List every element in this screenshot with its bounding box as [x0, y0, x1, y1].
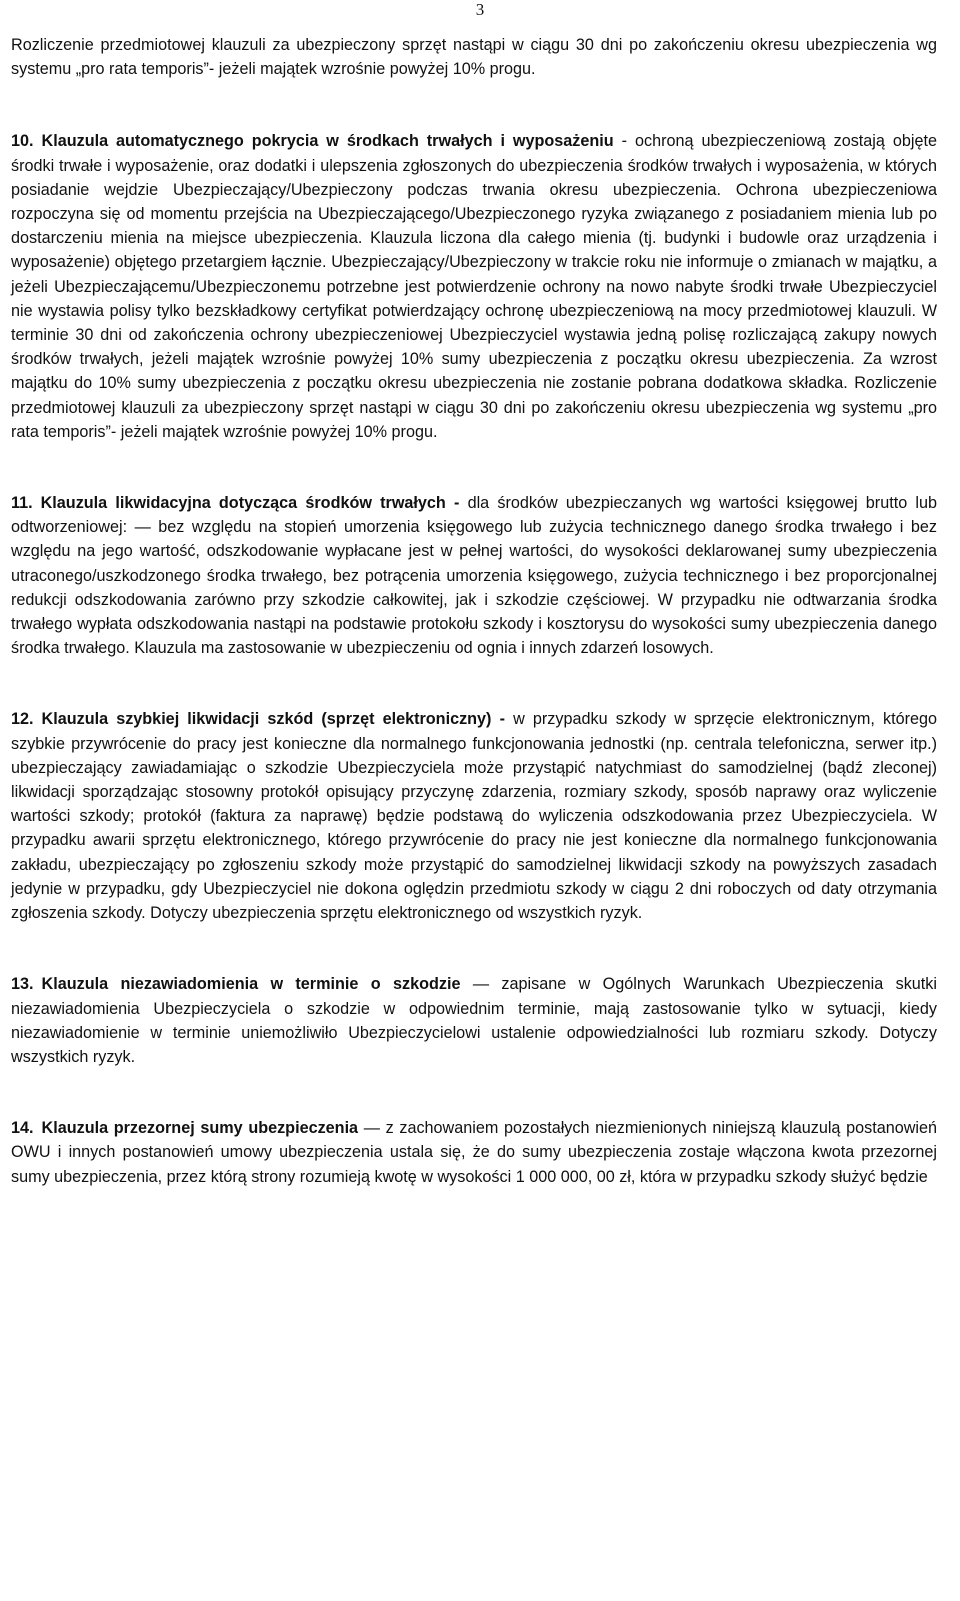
clause-10: [11, 129, 937, 444]
clause-title: Klauzula automatycznego pokrycia w środkach trwałych i wyposażeniu: [41, 132, 614, 151]
clause-body: dla środków ubezpieczanych wg wartości księgowej brutto lub odtworzeniowej: — bez względu na stopień umorzenia księgowego lub zużycia technicznego danego środka trwałego i bez względu na jego wartość, odszkodowanie wypłacane jest w pełnej wartości, do wysokości deklarowanej sumy ubezpieczenia utraconego/uszkodzonego środka trwałego, bez potrącenia umorzenia księgowego, zużycia technicznego i bez proporcjonalnej redukcji odszkodowania zarówno przy szkodzie całkowitej, jak i szkodzie częściowej. W przypadku nie odtwarzania środka trwałego wypłata odszkodowania nastąpi na podstawie protokołu szkody i kosztorysu do wysokości sumy ubezpieczenia danego środka trwałego. Klauzula ma zastosowanie w ubezpieczeniu od ognia i innych zdarzeń losowych.: [11, 494, 937, 658]
document-body: [11, 33, 937, 1189]
paragraph-gap: [11, 444, 937, 491]
clause-11: [11, 491, 937, 660]
paragraph-gap: [11, 925, 937, 972]
clause-body: - ochroną ubezpieczeniową zostają objęte środki trwałe i wyposażenie, oraz dodatki i ulepszenia zgłoszonych do ubezpieczenia środków trwałych i wyposażenia, w których posiadanie wejdzie Ubezpieczający/Ubezpieczony podczas trwania okresu ubezpieczenia. Ochrona ubezpieczeniowa rozpoczyna się od momentu przejścia na Ubezpieczającego/Ubezpieczonego ryzyka związanego z posiadaniem mienia lub po dostarczeniu mienia na miejsce ubezpieczenia. Klauzula liczona dla całego mienia (tj. budynki i budowle oraz urządzenia i wyposażenie) objętego przetargiem łącznie. Ubezpieczający/Ubezpieczony w trakcie roku nie informuje o zmianach w majątku, a jeżeli Ubezpieczającemu/Ubezpieczonemu potrzebne jest potwierdzenie ochrony na nowo nabyte środki trwałe Ubezpieczyciel nie wystawia polisy tylko bezskładkowy certyfikat potwierdzający ochronę ubezpieczeniową na mocy przedmiotowej klauzuli. W terminie 30 dni od zakończenia ochrony ubezpieczeniowej Ubezpieczyciel wystawia jedną polisę rozliczającą zakupy nowych środków trwałych, jeżeli majątek wzrośnie powyżej 10% sumy ubezpieczenia z początku okresu ubezpieczenia. Za wzrost majątku do 10% sumy ubezpieczenia z początku okresu ubezpieczenia nie zostanie pobrana dodatkowa składka. Rozliczenie przedmiotowej klauzuli za ubezpieczony sprzęt nastąpi w ciągu 30 dni po zakończeniu okresu ubezpieczenia wg systemu „pro rata temporis”- jeżeli majątek wzrośnie powyżej 10% progu.: [11, 132, 937, 441]
clause-number: 14.: [11, 1119, 34, 1138]
page-number: 3: [475, 0, 485, 19]
clause-14: [11, 1116, 937, 1189]
clause-body: — z zachowaniem pozostałych niezmienionych niniejszą klauzulą postanowień OWU i innych postanowień umowy ubezpieczenia ustala się, że do sumy ubezpieczenia zostaje włączona kwota przezornej sumy ubezpieczenia, przez którą strony rozumieją kwotę w wysokości 1 000 000, 00 zł, która w przypadku szkody służyć będzie: [11, 1119, 937, 1186]
paragraph-gap: [11, 660, 937, 707]
clause-title: Klauzula szybkiej likwidacji szkód (sprzęt elektroniczny) -: [41, 710, 505, 729]
clause-number: 12.: [11, 710, 34, 729]
intro-paragraph: Rozliczenie przedmiotowej klauzuli za ubezpieczony sprzęt nastąpi w ciągu 30 dni po zakończeniu okresu ubezpieczenia wg systemu „pro rata temporis”- jeżeli majątek wzrośnie powyżej 10% progu.: [11, 36, 937, 79]
clause-title: Klauzula niezawiadomienia w terminie o szkodzie: [41, 975, 461, 994]
paragraph-gap: [11, 81, 937, 129]
clause-number: 13.: [11, 975, 34, 994]
clause-number: 11.: [11, 494, 33, 513]
clause-13: [11, 972, 937, 1069]
clause-title: Klauzula likwidacyjna dotycząca środków trwałych -: [40, 494, 460, 513]
clause-body: — zapisane w Ogólnych Warunkach Ubezpieczenia skutki niezawiadomienia Ubezpieczyciela o szkodzie w odpowiednim terminie, mają zastosowanie tylko w sytuacji, kiedy niezawiadomienie w terminie uniemożliwiło Ubezpieczycielowi ustalenie odpowiedzialności lub rozmiaru szkody. Dotyczy wszystkich ryzyk.: [11, 975, 937, 1066]
clause-12: [11, 707, 937, 925]
clause-body: w przypadku szkody w sprzęcie elektronicznym, którego szybkie przywrócenie do pracy jest konieczne dla normalnego funkcjonowania jednostki (np. centrala telefoniczna, serwer itp.) ubezpieczający zawiadamiając o szkodzie Ubezpieczyciela może przystąpić natychmiast do samodzielnej (bądź zleconej) likwidacji sporządzając stosowny protokół opisujący przyczynę zdarzenia, rozmiary szkody, sposób naprawy oraz wyliczenie wartości szkody; protokół (faktura za naprawę) będzie podstawą do wyliczenia odszkodowania przez Ubezpieczyciela. W przypadku awarii sprzętu elektronicznego, którego przywrócenie do pracy nie jest konieczne dla normalnego funkcjonowania zakładu, ubezpieczający po zgłoszeniu szkody może przystąpić do samodzielnej likwidacji szkody na powyższych zasadach jedynie w przypadku, gdy Ubezpieczyciel nie dokona oględzin przedmiotu szkody w ciągu 2 dni roboczych od daty otrzymania zgłoszenia szkody. Dotyczy ubezpieczenia sprzętu elektronicznego od wszystkich ryzyk.: [11, 710, 937, 923]
clause-number: 10.: [11, 132, 34, 151]
clause-title: Klauzula przezornej sumy ubezpieczenia: [41, 1119, 359, 1138]
paragraph-gap: [11, 1069, 937, 1116]
